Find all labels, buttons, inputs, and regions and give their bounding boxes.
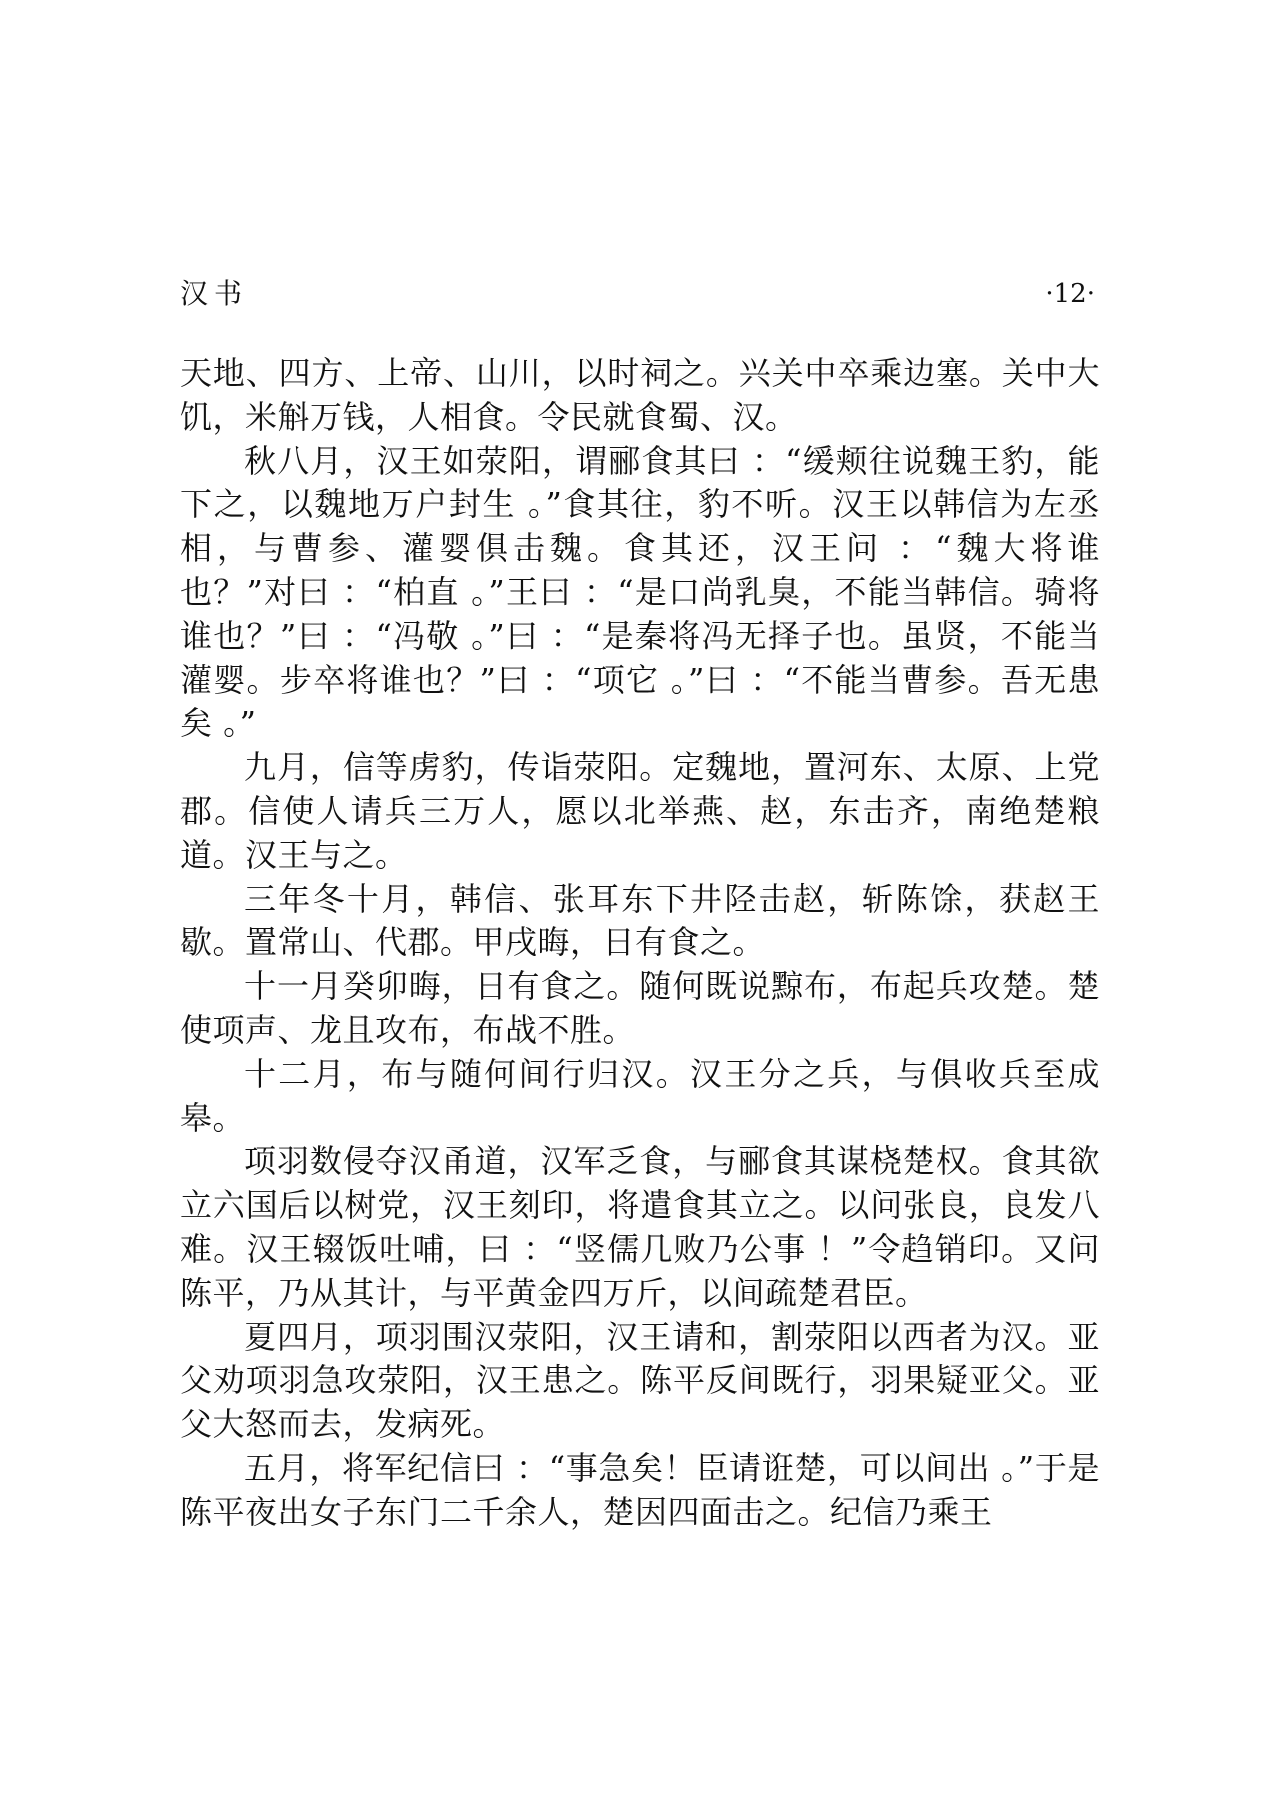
book-title: 汉书: [180, 277, 249, 310]
paragraph: 秋八月，汉王如荥阳，谓郦食其曰 ：“缓颊往说魏王豹，能下之，以魏地万户封生 。”食其往，豹不听。汉王以韩信为左丞相，与曹参、灌婴俱击魏。食其还，汉王问 ：“魏大将谁也？”对曰 ：“柏直 。”王曰 ：“是口尚乳臭，不能当韩信。骑将谁也？”曰 ：“冯敬 。”曰 ：“是秦将冯无择子也。虽贤，不能当灌婴。步卒将谁也？”曰 ：“项它 。”曰 ：“不能当曹参。吾无患矣 。”: [180, 441, 1100, 743]
page-number: ·12·: [1045, 279, 1095, 309]
paragraph: 夏四月，项羽围汉荥阳，汉王请和，割荥阳以西者为汉。亚父劝项羽急攻荥阳，汉王患之。陈平反间既行，羽果疑亚父。亚父大怒而去，发病死。: [180, 1317, 1100, 1444]
paragraph: 项羽数侵夺汉甬道，汉军乏食，与郦食其谋桡楚权。食其欲立六国后以树党，汉王刻印，将遣食其立之。以问张良，良发八难。汉王辍饭吐哺，曰 ：“竖儒几败乃公事 ！”令趋销印。又问陈平，乃从其计，与平黄金四万斤，以间疏楚君臣。: [180, 1142, 1100, 1312]
paragraph: 三年冬十月，韩信、张耳东下井陉击赵，斩陈馀，获赵王歇。置常山、代郡。甲戌晦，日有食之。: [180, 879, 1100, 962]
paragraph: 十一月癸卯晦，日有食之。随何既说黥布，布起兵攻楚。楚使项声、龙且攻布，布战不胜。: [180, 967, 1100, 1049]
paragraph: 九月，信等虏豹，传诣荥阳。定魏地，置河东、太原、上党郡。信使人请兵三万人，愿以北举燕、赵，东击齐，南绝楚粮道。汉王与之。: [180, 748, 1100, 874]
paragraph: 五月，将军纪信曰 ：“事急矣！臣请诳楚，可以间出 。”于是陈平夜出女子东门二千余人，楚因四面击之。纪信乃乘王: [180, 1448, 1100, 1531]
paragraph: 天地、四方、上帝、山川，以时祠之。兴关中卒乘边塞。关中大饥，米斛万钱，人相食。令民就食蜀、汉。: [180, 354, 1100, 436]
body-text: [180, 352, 1100, 1535]
running-header: [180, 270, 1095, 318]
paragraph: 十二月，布与随何间行归汉。汉王分之兵，与俱收兵至成皋。: [180, 1054, 1100, 1137]
